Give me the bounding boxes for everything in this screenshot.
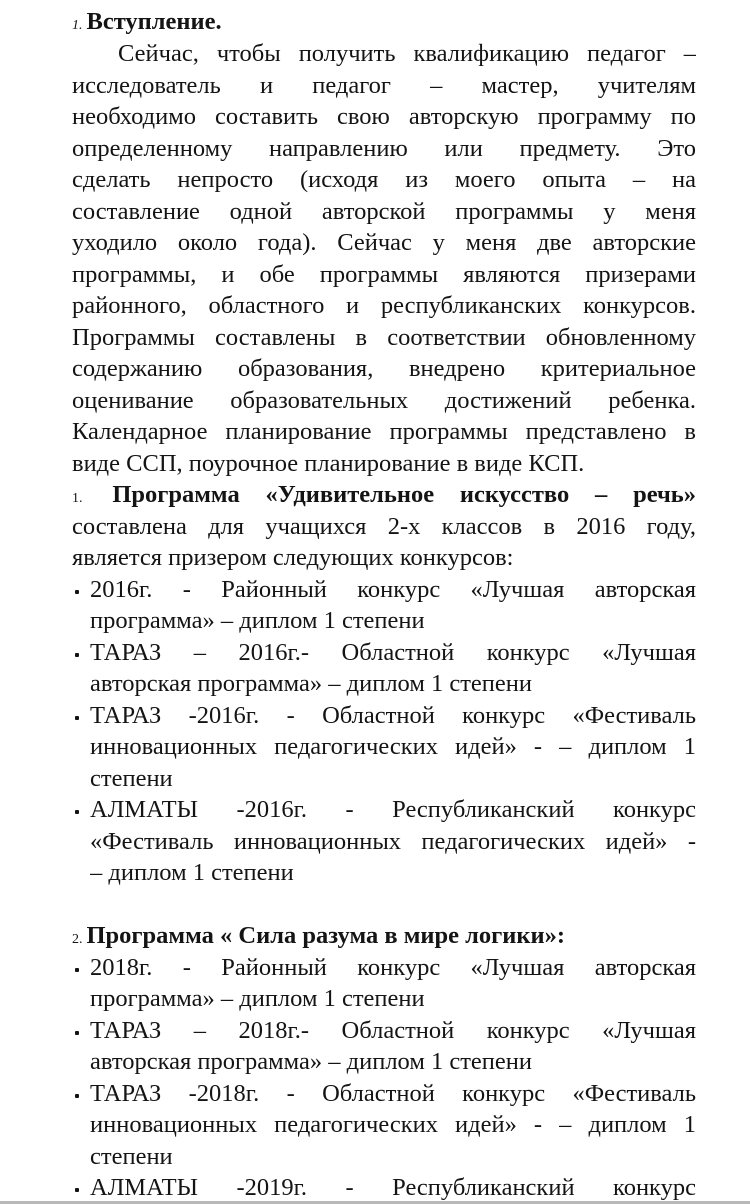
award-line: «Фестиваль инновационных педагогических идей» -: [90, 828, 696, 855]
program1-desc-line: является призером следующих конкурсов:: [72, 544, 514, 571]
bullet-icon: [72, 574, 82, 605]
intro-text-line: составление одной авторской программы у меня: [72, 198, 696, 225]
award-line: инновационных педагогических идей» - – диплом 1: [90, 733, 696, 760]
intro-text-line: определенному направлению или предмету. Это: [72, 135, 696, 162]
bullet-icon: [72, 1015, 82, 1046]
award-line: 2018г. - Районный конкурс «Лучшая авторская: [90, 954, 696, 981]
intro-text-line: сделать непросто (исходя из моего опыта – на: [72, 166, 696, 193]
award-line: авторская программа» – диплом 1 степени: [90, 670, 533, 697]
program1-number: 1.: [72, 491, 83, 506]
bullet-icon: [72, 794, 82, 825]
intro-text-line: оценивание образовательных достижений ребенка.: [72, 387, 696, 414]
award-line: 2016г. - Районный конкурс «Лучшая авторская: [90, 576, 696, 603]
award-line: степени: [90, 765, 173, 792]
intro-number: 1.: [72, 18, 83, 33]
program1-title-line: [72, 479, 696, 510]
bullet-icon: [72, 1078, 82, 1109]
intro-heading-line: [72, 6, 696, 37]
award-line: ТАРАЗ – 2018г.- Областной конкурс «Лучшая: [90, 1017, 696, 1044]
program2-number: 2.: [72, 932, 83, 947]
intro-text-line: районного, областного и республиканских конкурсов.: [72, 292, 696, 319]
intro-text-line: Сейчас, чтобы получить квалификацию педагог –: [118, 40, 696, 67]
intro-text-line: виде ССП, поурочное планирование в виде КСП.: [72, 450, 585, 477]
award-line: – диплом 1 степени: [90, 859, 294, 886]
award-line: ТАРАЗ – 2016г.- Областной конкурс «Лучшая: [90, 639, 696, 666]
bullet-icon: [72, 700, 82, 731]
intro-text-line: исследователь и педагог – мастер, учителям: [72, 72, 696, 99]
intro-text-line: Календарное планирование программы представлено в: [72, 418, 696, 445]
award-line: ТАРАЗ -2018г. - Областной конкурс «Фестиваль: [90, 1080, 696, 1107]
bullet-icon: [72, 1172, 82, 1203]
award-line: ТАРАЗ -2016г. - Областной конкурс «Фестиваль: [90, 702, 696, 729]
intro-heading: Вступление.: [86, 8, 222, 35]
award-line: программа» – диплом 1 степени: [90, 607, 425, 634]
program1-title: Программа «Удивительное искусство – речь»: [112, 481, 696, 508]
award-line: АЛМАТЫ -2016г. - Республиканский конкурс: [90, 796, 696, 823]
intro-text-line: уходило около года). Сейчас у меня две авторские: [72, 229, 696, 256]
award-line: авторская программа» – диплом 1 степени: [90, 1048, 533, 1075]
bullet-icon: [72, 637, 82, 668]
program1-desc-line: составлена для учащихся 2-х классов в 2016 году,: [72, 513, 696, 540]
intro-text-line: программы, и обе программы являются призерами: [72, 261, 696, 288]
program2-title: Программа « Сила разума в мире логики»:: [86, 922, 566, 949]
award-line: инновационных педагогических идей» - – диплом 1: [90, 1111, 696, 1138]
intro-text-line: содержанию образования, внедрено критериальное: [72, 355, 696, 382]
program2-title-line: [72, 920, 696, 951]
intro-text-line: необходимо составить свою авторскую программу по: [72, 103, 696, 130]
award-line: программа» – диплом 1 степени: [90, 985, 425, 1012]
bullet-icon: [72, 952, 82, 983]
intro-text-line: Программы составлены в соответствии обновленному: [72, 324, 696, 351]
award-line: степени: [90, 1143, 173, 1170]
award-line: АЛМАТЫ -2019г. - Республиканский конкурс: [90, 1174, 696, 1201]
